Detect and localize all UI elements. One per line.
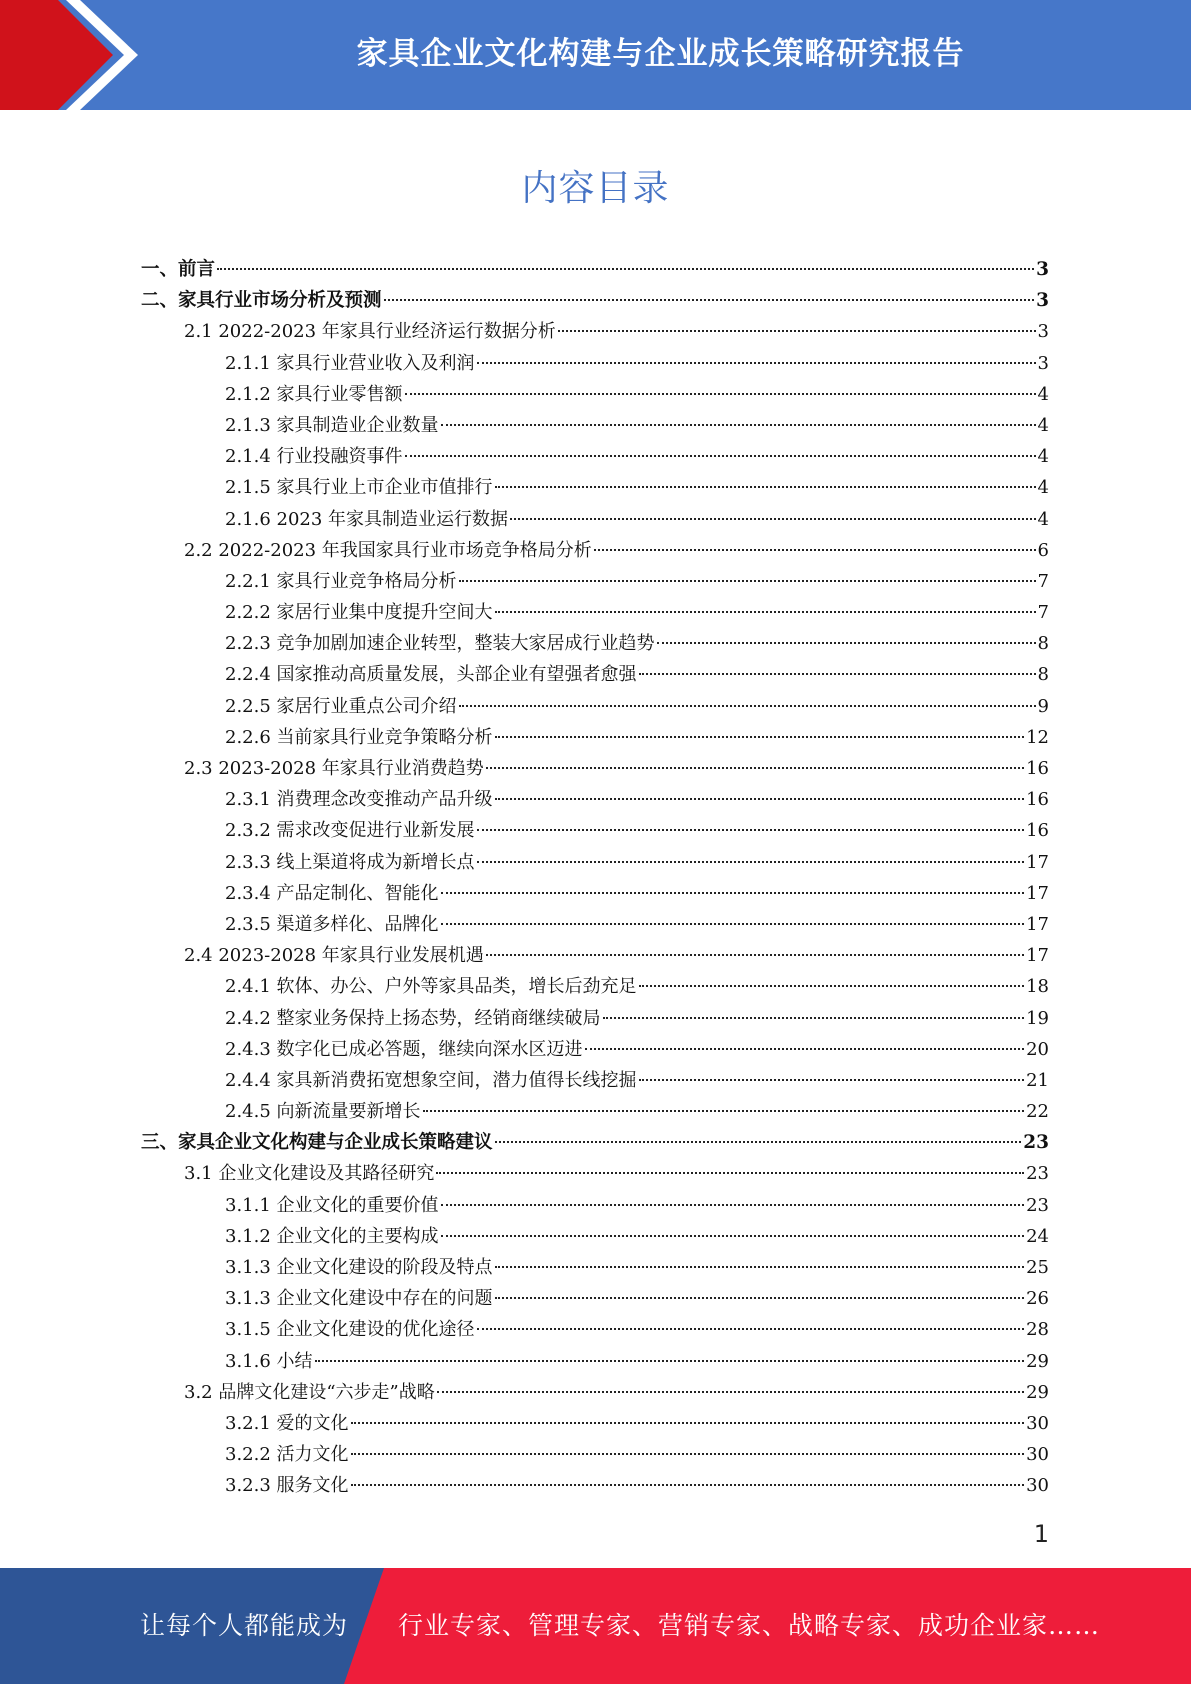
toc-entry-title: 2.1.4 行业投融资事件 [225, 446, 403, 468]
toc-entry-page: 3 [1037, 321, 1049, 343]
footer-slogan-right: 行业专家、管理专家、营销专家、战略专家、成功企业家…… [398, 1611, 1101, 1640]
toc-entry-page: 20 [1026, 1038, 1049, 1060]
toc-entry-page: 17 [1026, 882, 1049, 904]
toc-dot-leader [441, 923, 1025, 925]
toc-entry[interactable] [141, 1283, 1049, 1314]
toc-entry-page: 9 [1037, 695, 1049, 717]
toc-entry-page: 8 [1037, 664, 1049, 686]
toc-entry[interactable] [141, 1096, 1049, 1127]
toc-entry-title: 2.1.1 家具行业营业收入及利润 [225, 352, 475, 374]
toc-entry[interactable] [141, 628, 1049, 659]
toc-entry-title: 2.3 2023-2028 年家具行业消费趋势 [184, 758, 484, 779]
toc-entry-page: 22 [1026, 1101, 1049, 1123]
toc-dot-leader [351, 1422, 1025, 1424]
toc-dot-leader [486, 767, 1024, 769]
toc-entry[interactable] [141, 878, 1049, 909]
toc-entry-page: 3 [1036, 259, 1049, 280]
toc-entry-title: 3.1.6 小结 [225, 1350, 313, 1372]
toc-dot-leader [510, 518, 1035, 520]
toc-entry-page: 30 [1026, 1444, 1049, 1466]
toc-entry-page: 4 [1037, 414, 1049, 436]
toc-entry[interactable] [141, 847, 1049, 878]
toc-dot-leader [495, 1266, 1025, 1268]
toc-entry-title: 2.1 2022-2023 年家具行业经济运行数据分析 [184, 321, 556, 343]
toc-entry-title: 2.1.6 2023 年家具制造业运行数据 [225, 508, 509, 530]
toc-entry-title: 2.1.3 家具制造业企业数量 [225, 414, 439, 436]
toc-entry[interactable] [141, 1034, 1049, 1065]
toc-dot-leader [351, 1453, 1025, 1455]
toc-dot-leader [594, 549, 1036, 551]
footer-slogan-left: 让每个人都能成为 [140, 1611, 349, 1640]
toc-entry-page: 17 [1026, 851, 1049, 873]
toc-dot-leader [486, 954, 1024, 956]
toc-entry-title: 2.2.3 竞争加剧加速企业转型，整装大家居成行业趋势 [225, 633, 655, 655]
toc-dot-leader [441, 892, 1025, 894]
toc-entry-title: 2.3.3 线上渠道将成为新增长点 [225, 851, 475, 873]
toc-entry-title: 3.1 企业文化建设及其路径研究 [184, 1163, 435, 1185]
toc-entry-title: 2.3.2 需求改变促进行业新发展 [225, 820, 475, 842]
toc-entry[interactable] [141, 753, 1049, 784]
toc-dot-leader [441, 1235, 1025, 1237]
toc-entry-title: 2.2.6 当前家具行业竞争策略分析 [225, 726, 493, 748]
toc-entry-title: 2.4.5 向新流量要新增长 [225, 1101, 421, 1123]
toc-entry-title: 2.2.4 国家推动高质量发展，头部企业有望强者愈强 [225, 664, 637, 686]
toc-dot-leader [423, 1110, 1025, 1112]
toc-entry-page: 23 [1023, 1132, 1049, 1154]
toc-entry-page: 21 [1026, 1069, 1049, 1091]
page-footer [0, 1568, 1191, 1684]
toc-entry-title: 2.3.1 消费理念改变推动产品升级 [225, 789, 493, 811]
toc-heading: 内容目录 [521, 168, 670, 209]
toc-entry[interactable] [141, 909, 1049, 940]
toc-dot-leader [441, 424, 1036, 426]
toc-entry-title: 2.2.1 家具行业竞争格局分析 [225, 570, 457, 592]
toc-entry[interactable] [141, 1221, 1049, 1252]
toc-entry[interactable] [141, 1127, 1049, 1158]
toc-dot-leader [495, 1297, 1025, 1299]
toc-entry-page: 30 [1026, 1475, 1049, 1497]
toc-entry[interactable] [141, 659, 1049, 690]
toc-dot-leader [477, 362, 1036, 364]
toc-dot-leader [477, 1328, 1025, 1330]
toc-entry[interactable] [141, 815, 1049, 846]
toc-entry[interactable] [141, 597, 1049, 628]
toc-entry-page: 12 [1026, 726, 1049, 748]
toc-entry-title: 3.2.2 活力文化 [225, 1444, 349, 1466]
toc-entry[interactable] [141, 1065, 1049, 1096]
toc-dot-leader [495, 1141, 1022, 1143]
toc-entry[interactable] [141, 971, 1049, 1002]
page-number: 1 [1033, 1520, 1049, 1548]
toc-dot-leader [495, 798, 1025, 800]
document-title: 家具企业文化构建与企业成长策略研究报告 [356, 35, 965, 72]
toc-entry-title: 3.2 品牌文化建设“六步走”战略 [184, 1381, 435, 1403]
toc-entry[interactable] [141, 1377, 1049, 1408]
toc-entry[interactable] [141, 940, 1049, 971]
toc-entry[interactable] [141, 1346, 1049, 1377]
toc-entry-title: 3.1.5 企业文化建设的优化途径 [225, 1319, 475, 1341]
toc-entry[interactable] [141, 316, 1049, 347]
toc-dot-leader [495, 736, 1025, 738]
toc-dot-leader [441, 1204, 1025, 1206]
toc-entry-title: 3.1.1 企业文化的重要价值 [225, 1194, 439, 1216]
toc-dot-leader [459, 580, 1036, 582]
toc-entry[interactable] [141, 348, 1049, 379]
toc-entry-page: 29 [1026, 1381, 1049, 1403]
toc-dot-leader [405, 393, 1036, 395]
toc-entry[interactable] [141, 1158, 1049, 1189]
toc-entry[interactable] [141, 379, 1049, 410]
toc-entry-title: 2.2.2 家居行业集中度提升空间大 [225, 602, 493, 624]
table-of-contents [141, 254, 1049, 1502]
toc-entry-page: 29 [1026, 1350, 1049, 1372]
toc-entry-page: 23 [1026, 1163, 1049, 1185]
toc-entry[interactable] [141, 1003, 1049, 1034]
toc-dot-leader [351, 1484, 1025, 1486]
toc-entry[interactable] [141, 535, 1049, 566]
toc-dot-leader [315, 1360, 1025, 1362]
toc-entry-title: 3.2.3 服务文化 [225, 1475, 349, 1497]
toc-entry[interactable] [141, 441, 1049, 472]
toc-dot-leader [495, 486, 1036, 488]
toc-entry-page: 23 [1026, 1194, 1049, 1216]
toc-entry-page: 16 [1026, 758, 1049, 779]
toc-entry[interactable] [141, 1190, 1049, 1221]
toc-dot-leader [459, 705, 1036, 707]
toc-entry-page: 7 [1037, 602, 1049, 624]
toc-dot-leader [657, 642, 1036, 644]
toc-entry[interactable] [141, 691, 1049, 722]
toc-entry-title: 2.1.5 家具行业上市企业市值排行 [225, 477, 493, 499]
toc-entry-page: 30 [1026, 1412, 1049, 1434]
toc-entry[interactable] [141, 504, 1049, 535]
toc-dot-leader [585, 1048, 1025, 1050]
toc-entry-page: 4 [1037, 383, 1049, 405]
toc-entry-page: 26 [1026, 1288, 1049, 1310]
toc-entry-page: 17 [1026, 945, 1049, 967]
toc-entry-page: 25 [1026, 1257, 1049, 1278]
toc-dot-leader [405, 455, 1036, 457]
toc-entry[interactable] [141, 410, 1049, 441]
toc-entry[interactable] [141, 566, 1049, 597]
toc-entry[interactable] [141, 1408, 1049, 1439]
toc-entry-title: 2.4 2023-2028 年家具行业发展机遇 [184, 945, 484, 967]
toc-entry-title: 2.3.4 产品定制化、智能化 [225, 882, 439, 904]
toc-entry-page: 18 [1026, 976, 1049, 998]
header-chevron-decoration [0, 0, 160, 110]
toc-entry-page: 16 [1026, 789, 1049, 811]
toc-dot-leader [639, 985, 1025, 987]
toc-entry[interactable] [141, 784, 1049, 815]
toc-entry-title: 一、前言 [141, 259, 216, 280]
toc-dot-leader [217, 268, 1034, 270]
toc-entry-page: 4 [1037, 477, 1049, 499]
toc-entry[interactable] [141, 1439, 1049, 1470]
toc-dot-leader [436, 1172, 1024, 1174]
toc-entry-title: 2.3.5 渠道多样化、品牌化 [225, 913, 439, 935]
toc-entry-title: 3.1.2 企业文化的主要构成 [225, 1225, 439, 1247]
toc-entry-page: 8 [1037, 633, 1049, 655]
toc-entry-title: 3.1.3 企业文化建设中存在的问题 [225, 1288, 493, 1310]
toc-entry[interactable] [141, 254, 1049, 285]
toc-entry-title: 2.4.3 数字化已成必答题，继续向深水区迈进 [225, 1038, 583, 1060]
toc-entry[interactable] [141, 472, 1049, 503]
toc-entry-page: 4 [1037, 508, 1049, 530]
toc-entry-page: 16 [1026, 820, 1049, 842]
toc-entry-title: 2.2 2022-2023 年我国家具行业市场竞争格局分析 [184, 539, 592, 561]
toc-entry[interactable] [141, 1470, 1049, 1501]
toc-entry-page: 7 [1037, 570, 1049, 592]
toc-dot-leader [477, 829, 1025, 831]
toc-entry-page: 19 [1026, 1007, 1049, 1029]
toc-dot-leader [495, 611, 1036, 613]
toc-entry[interactable] [141, 1252, 1049, 1283]
toc-entry-title: 3.2.1 爱的文化 [225, 1412, 349, 1434]
toc-entry-title: 2.4.4 家具新消费拓宽想象空间，潜力值得长线挖掘 [225, 1069, 637, 1091]
toc-entry[interactable] [141, 722, 1049, 753]
toc-dot-leader [558, 330, 1036, 332]
toc-entry-title: 2.4.1 软体、办公、户外等家具品类，增长后劲充足 [225, 976, 637, 998]
toc-entry-title: 2.1.2 家具行业零售额 [225, 383, 403, 405]
toc-entry-page: 4 [1037, 446, 1049, 468]
toc-dot-leader [639, 673, 1036, 675]
toc-entry-page: 3 [1036, 290, 1049, 312]
toc-entry-page: 24 [1026, 1225, 1049, 1247]
toc-entry-title: 三、家具企业文化构建与企业成长策略建议 [141, 1132, 493, 1154]
toc-dot-leader [384, 299, 1035, 301]
toc-dot-leader [639, 1079, 1025, 1081]
toc-dot-leader [477, 861, 1025, 863]
toc-entry-page: 3 [1037, 352, 1049, 374]
toc-entry-title: 2.4.2 整家业务保持上扬态势，经销商继续破局 [225, 1007, 601, 1029]
toc-entry-title: 二、家具行业市场分析及预测 [141, 290, 382, 312]
toc-dot-leader [437, 1391, 1024, 1393]
toc-entry[interactable] [141, 285, 1049, 316]
toc-entry-page: 6 [1037, 539, 1049, 561]
toc-entry-title: 3.1.3 企业文化建设的阶段及特点 [225, 1257, 493, 1278]
toc-entry-title: 2.2.5 家居行业重点公司介绍 [225, 695, 457, 717]
toc-entry[interactable] [141, 1314, 1049, 1345]
toc-entry-page: 28 [1026, 1319, 1049, 1341]
toc-dot-leader [603, 1017, 1025, 1019]
page-header [0, 0, 1191, 110]
toc-entry-page: 17 [1026, 913, 1049, 935]
